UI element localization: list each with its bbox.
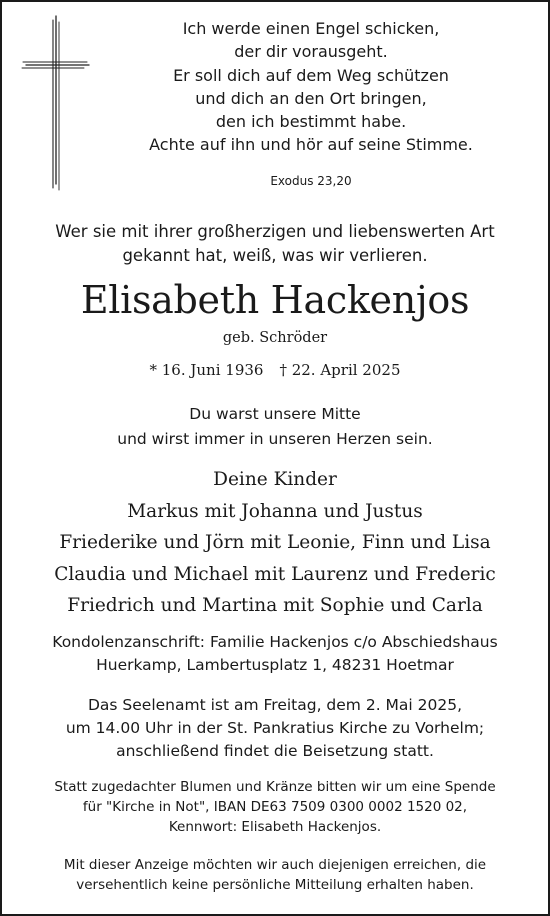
condolence-line: Kondolenzanschrift: Familie Hackenjos c/o Abschiedshaus [52, 633, 498, 651]
service-line: Das Seelenamt ist am Freitag, dem 2. Mai 2025, [87, 696, 463, 714]
born-name: geb. Schröder [222, 330, 328, 346]
notice-text [2, 855, 548, 895]
service-info [2, 694, 548, 763]
notice-line: Mit dieser Anzeige möchten wir auch diejenigen erreichen, die [63, 857, 487, 873]
donation-line: Statt zugedachter Blumen und Kränze bitten wir um eine Spende [54, 779, 496, 795]
motto-line: und wirst immer in unseren Herzen sein. [117, 430, 433, 448]
service-line: anschließend findet die Beisetzung statt. [116, 742, 434, 760]
poem-line: den ich bestimmt habe. [215, 112, 407, 132]
mourners-list [2, 464, 548, 622]
notice-line: versehentlich keine persönliche Mitteilung erhalten haben. [76, 877, 474, 893]
poem-line: Ich werde einen Engel schicken, [182, 19, 440, 38]
mourners-line: Markus mit Johanna und Justus [127, 500, 423, 522]
mourners-line: Friederike und Jörn mit Leonie, Finn und Lisa [59, 532, 491, 554]
intro-line: gekannt hat, weiß, was wir verlieren. [122, 246, 428, 265]
poem [70, 17, 550, 157]
poem-line: Er soll dich auf dem Weg schützen [173, 65, 449, 85]
donation-line: für "Kirche in Not", IBAN DE63 7509 0300 0002 1520 02, [82, 799, 468, 815]
poem-line: und dich an den Ort bringen, [195, 88, 427, 108]
mourners-line: Claudia und Michael mit Laurenz und Frederic [54, 563, 496, 585]
poem-source: Exodus 23,20 [270, 174, 352, 188]
intro-text [2, 220, 548, 268]
poem-line: Achte auf ihn und hör auf seine Stimme. [149, 135, 473, 155]
condolence-line: Huerkamp, Lambertusplatz 1, 48231 Hoetmar [96, 656, 454, 674]
poem-line: der dir vorausgeht. [234, 42, 388, 62]
service-line: um 14.00 Uhr in der St. Pankratius Kirche zu Vorhelm; [65, 719, 485, 737]
intro-line: Wer sie mit ihrer großherzigen und liebenswerten Art [55, 222, 495, 241]
motto-line: Du warst unsere Mitte [189, 405, 361, 423]
death-date: † 22. April 2025 [279, 361, 401, 379]
donation-line: Kennwort: Elisabeth Hackenjos. [168, 819, 382, 835]
birth-date: * 16. Juni 1936 [149, 361, 264, 379]
motto [2, 402, 548, 452]
mourners-line: Friedrich und Martina mit Sophie und Carla [67, 595, 483, 617]
mourners-line: Deine Kinder [213, 469, 337, 490]
deceased-name: Elisabeth Hackenjos [80, 278, 470, 322]
donation-info [2, 777, 548, 837]
condolence-address [2, 631, 548, 677]
life-dates [2, 361, 548, 379]
